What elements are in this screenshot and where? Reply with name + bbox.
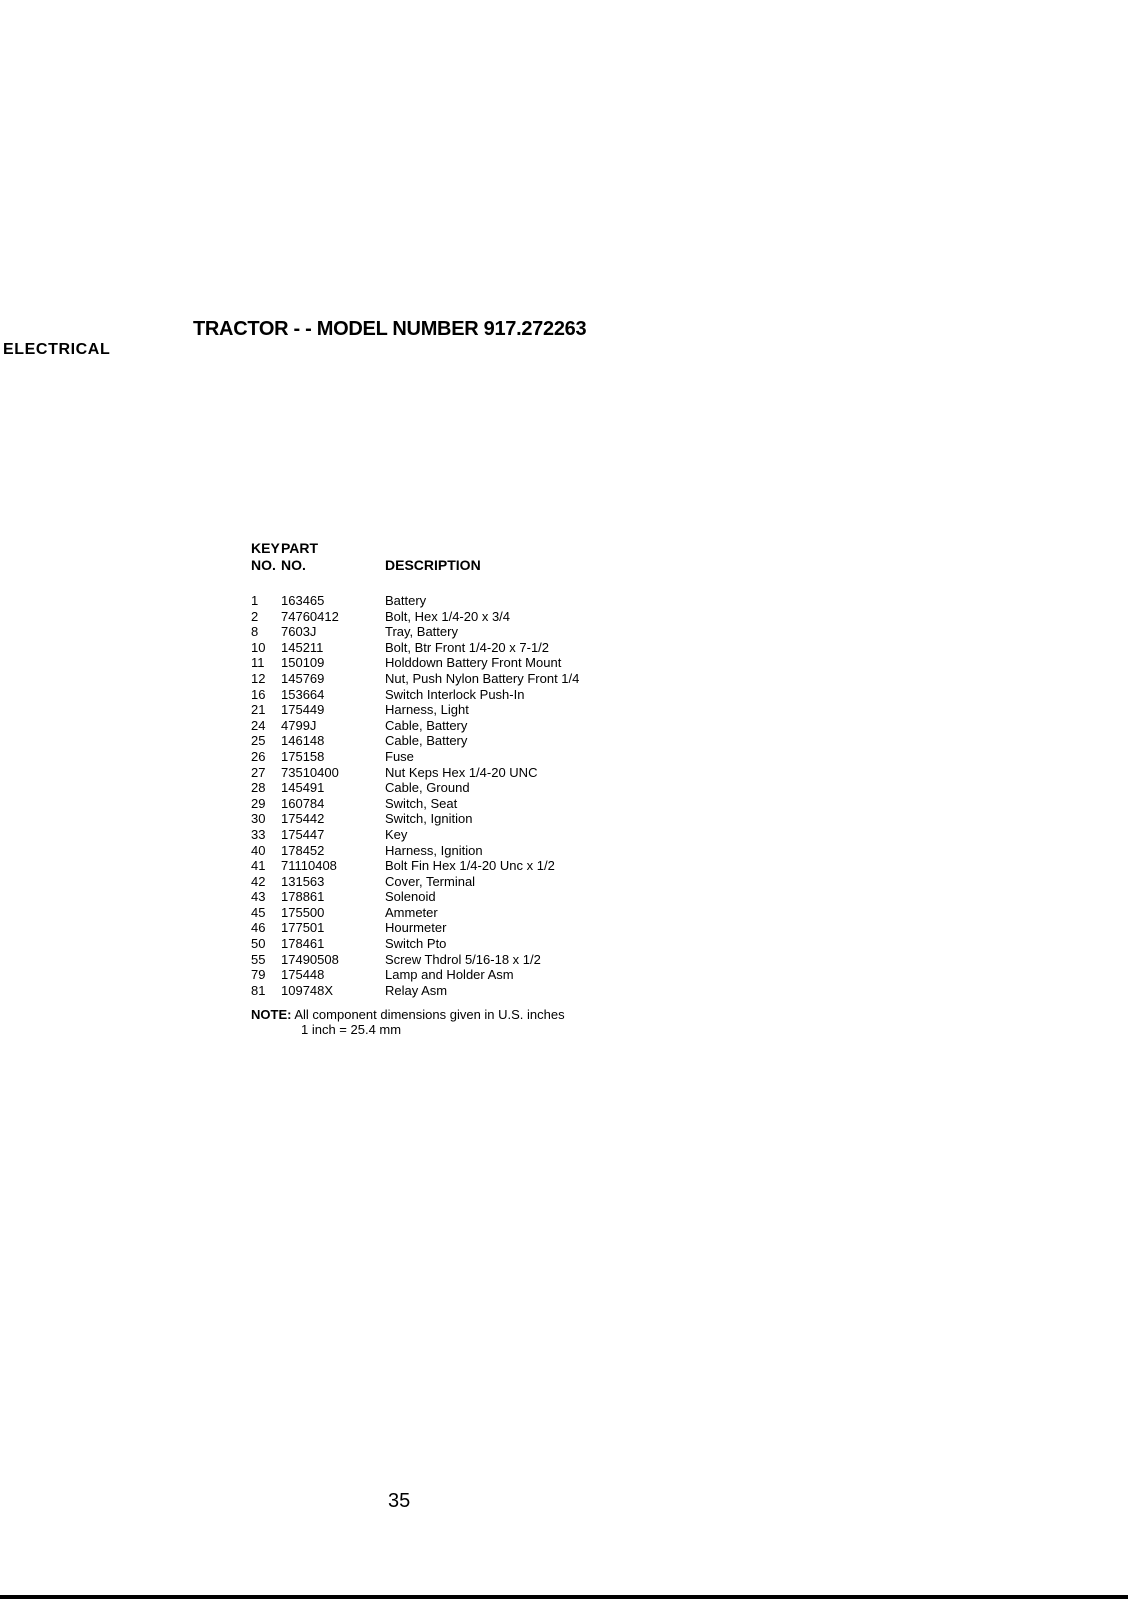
part-no: 175447 — [281, 826, 325, 842]
key-no: 29 — [251, 795, 266, 811]
key-no: 1 — [251, 593, 259, 608]
description: Relay Asm — [385, 982, 448, 998]
key-no: 30 — [251, 811, 266, 827]
note-line1: All component dimensions given in U.S. inches — [294, 1007, 565, 1022]
description: Holddown Battery Front Mount — [385, 655, 562, 671]
part-no: 145211 — [281, 639, 324, 655]
description: Switch Interlock Push-In — [385, 686, 525, 702]
description: Harness, Ignition — [385, 842, 483, 858]
part-no: 7603J — [281, 624, 317, 640]
page-title: TRACTOR - - MODEL NUMBER 917.272263 — [193, 318, 587, 340]
description: Lamp and Holder Asm — [385, 967, 514, 983]
key-no: 8 — [251, 624, 259, 640]
description: Cover, Terminal — [385, 873, 476, 889]
key-no: 16 — [251, 686, 266, 702]
part-no: 177501 — [281, 920, 325, 936]
part-no: 145491 — [281, 780, 325, 796]
description: Hourmeter — [385, 920, 447, 936]
section-label: ELECTRICAL — [3, 341, 111, 358]
part-no: 175500 — [281, 904, 325, 920]
key-no: 41 — [251, 858, 266, 874]
description: Bolt, Btr Front 1/4-20 x 7-1/2 — [385, 639, 550, 655]
description: Tray, Battery — [385, 624, 458, 640]
bottom-rule — [0, 1595, 1128, 1599]
note-label: NOTE: — [251, 1007, 292, 1022]
description: Screw Thdrol 5/16-18 x 1/2 — [385, 951, 541, 967]
part-no: 131563 — [281, 873, 325, 889]
key-no: 26 — [251, 748, 266, 764]
description: Ammeter — [385, 904, 438, 920]
part-no: 175442 — [281, 811, 325, 827]
part-no: 4799J — [281, 717, 317, 733]
key-no: 21 — [251, 702, 266, 718]
part-no: 175448 — [281, 967, 325, 983]
key-no: 10 — [251, 639, 266, 655]
part-no: 153664 — [281, 686, 325, 702]
key-no: 24 — [251, 717, 266, 733]
key-no: 55 — [251, 951, 266, 967]
description: Solenoid — [385, 889, 436, 905]
part-no: 146148 — [281, 733, 325, 749]
part-no: 178861 — [281, 889, 325, 905]
header-part-line1: PART — [281, 540, 319, 556]
description: Fuse — [385, 748, 414, 764]
part-no: 163465 — [281, 593, 325, 608]
part-no: 74760412 — [281, 608, 339, 624]
key-no: 12 — [251, 670, 266, 686]
part-no: 178452 — [281, 842, 325, 858]
description: Bolt Fin Hex 1/4-20 Unc x 1/2 — [385, 858, 555, 874]
description: Battery — [385, 593, 427, 608]
key-no: 79 — [251, 967, 266, 983]
part-no: 175449 — [281, 702, 325, 718]
part-no: 178461 — [281, 936, 325, 952]
part-no: 17490508 — [281, 951, 339, 967]
description: Cable, Ground — [385, 780, 470, 796]
description: Cable, Battery — [385, 717, 468, 733]
description: Nut, Push Nylon Battery Front 1/4 — [385, 670, 580, 686]
key-no: 11 — [251, 655, 265, 671]
description: Harness, Light — [385, 702, 469, 718]
key-no: 40 — [251, 842, 266, 858]
note — [251, 1007, 565, 1037]
key-no: 50 — [251, 936, 266, 952]
header-key-line2: NO. — [251, 557, 276, 573]
key-no: 81 — [251, 982, 266, 998]
key-no: 33 — [251, 826, 266, 842]
part-no: 175158 — [281, 748, 325, 764]
description: Key — [385, 826, 408, 842]
key-no: 27 — [251, 764, 266, 780]
part-no: 71110408 — [281, 858, 337, 874]
description: Switch Pto — [385, 936, 447, 952]
part-no: 160784 — [281, 795, 325, 811]
description: Nut Keps Hex 1/4-20 UNC — [385, 764, 538, 780]
key-no: 42 — [251, 873, 266, 889]
description: Switch, Seat — [385, 795, 458, 811]
key-no: 28 — [251, 780, 266, 796]
key-no: 46 — [251, 920, 266, 936]
description: Cable, Battery — [385, 733, 468, 749]
key-no: 43 — [251, 889, 266, 905]
header-description: DESCRIPTION — [385, 557, 481, 573]
key-no: 45 — [251, 904, 266, 920]
description: Bolt, Hex 1/4-20 x 3/4 — [385, 608, 511, 624]
page-number: 35 — [388, 1490, 411, 1512]
key-no: 25 — [251, 733, 266, 749]
part-no: 145769 — [281, 670, 325, 686]
part-no: 109748X — [281, 982, 334, 998]
header-key-line1: KEY — [251, 540, 280, 556]
description: Switch, Ignition — [385, 811, 473, 827]
part-no: 150109 — [281, 655, 325, 671]
header-part-line2: NO. — [281, 557, 306, 573]
note-line2: 1 inch = 25.4 mm — [301, 1022, 402, 1037]
key-no: 2 — [251, 608, 259, 624]
part-no: 73510400 — [281, 764, 339, 780]
